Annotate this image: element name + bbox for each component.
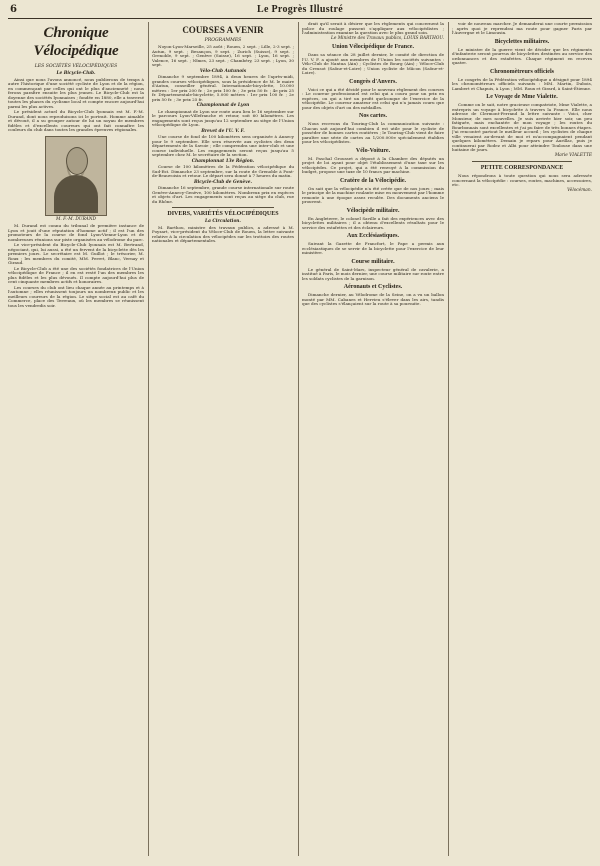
paragraph: Noyon-Lyon-Marseille, 25 août ; Rouen, 2 sept. ; Lille, 2-3 sept. ; Autun, 9 sept. ; Besançon, 9 sept. ; Zurich (Suisse), 9 sept. ; Grenoble, 9 sept. ; Genève (Suisse), 16 sept. ; Lyon, 16 sept. ; Valence, 16 sept. ; Nîmes, 23 sept. ; Chambéry, 23 sept. ; Lyon, 30 sept. (152, 44, 294, 67)
section-title: LES SOCIÉTÉS VÉLOCIPÉDIQUES (34, 64, 118, 69)
paragraph: Dimanche 16 septembre, grande course internationale sur route Genève-Annecy-Genève, 100 kilomètres. Nombreux prix en espèces et objets d'art. Les engagements sont reçus au siège du club, rue du Rhône. (152, 185, 294, 204)
subheading: Chronomètreurs officiels (490, 68, 554, 75)
paragraph: M. Paschal Grousset a déposé à la Chambre des députés un projet de loi ayant pour objet l'établissement d'une taxe sur les vélocipèdes. Ce projet, qui a été renvoyé à la commission du budget, propose une taxe de 10 francs par machine. (302, 155, 444, 174)
paragraph: Comme on le sait, notre gracieuse compatriote, Mme Vialette, a entrepris un voyage à bicyclette à travers la France. Elle nous adresse de Clermont-Ferrand la lettre suivante : Voici, cher Monsieur, de mes nouvelles. Je suis arrivée hier soir, un peu fatiguée, mais enchantée de mon voyage ; les routes du Bourbonnais sont excellentes et j'ai pu faire de très bonnes étapes. J'ai rencontré partout le meilleur accueil ; les cyclistes de chaque ville venaient au-devant de moi et m'accompagnaient pendant quelques kilomètres. Demain je repars pour Aurillac, puis je continuerai par Rodez et Albi pour atteindre Toulouse dans une huitaine de jours. (452, 102, 592, 152)
paragraph: M. Barthou, ministre des travaux publics, a adressé à M. Poyzart, vice-président du Véloce-Club de Rouen, la lettre suivante relative à la circulation des vélocipèdes sur les trottoirs des routes nationales et départementales. (152, 224, 294, 243)
subheading: Aéronauts et Cyclistes. (343, 284, 403, 290)
courses-title: COURSES A VENIR (182, 25, 264, 35)
subheading: Congrès d'Anvers. (349, 78, 397, 85)
paragraph: Suivant la Gazette de Francfort, le Pape a permis aux ecclésiastiques de se servir de la bicyclette pour l'exercice de leur ministère. (302, 241, 444, 255)
programmes-subtitle: PROGRAMMES (204, 38, 242, 43)
subheading: Brevet de l'U. V. F. (201, 128, 245, 134)
subheading: Vélo-Voiture. (355, 147, 391, 154)
paragraph: Ainsi que nous l'avons annoncé, nous publierons de temps à autre l'historique d'une société cycliste de Lyon et de la région, en commençant par celles qui ont le plus d'ancienneté ; nous ferons paraître ensuite les plus jeunes. Le Bicycle-Club est la doyenne des sociétés lyonnaises ; fondée en 1880, elle a traversé toutes les phases du cyclisme local et compte encore aujourd'hui parmi les plus actives. (8, 76, 144, 109)
paragraph: Le Bicycle-Club a été une des sociétés fondatrices de l'Union vélocipédique de France ; il en est resté l'un des membres les plus fidèles et les plus dévoués. Il compte aujourd'hui plus de cent cinquante membres actifs et honoraires. (8, 265, 144, 284)
column-4 (452, 22, 592, 856)
paragraph: Une course de fond de 100 kilomètres sera organisée à Annecy pour le 9 septembre. Elle sera réservée aux cyclistes des deux départements de la Savoie ; elle comprendra une inter-club et une course individuelle. Les engagements seront reçus jusqu'au 5 septembre chez M. le secrétaire de la section. (152, 134, 294, 157)
divider (172, 207, 274, 208)
column-1 (8, 22, 144, 856)
subheading: Nos cartes. (359, 113, 387, 119)
paragraph: Le ministre de la guerre vient de décider que les régiments d'infanterie seront pourvus de bicyclettes destinées au service des ordonnances et des estafettes. Chaque régiment en recevra quatre. (452, 46, 592, 65)
paragraph: voir de nouveau marcher. Je demanderai une courte permission ; après quoi je reprendrai ma route pour gagner Paris par l'Auvergne et le Limousin. (452, 22, 592, 35)
column-2 (152, 22, 294, 856)
portrait-caption: M. F.-M. DURAND (55, 216, 96, 222)
subheading: Le Voyage de Mme Vialette. (486, 94, 558, 100)
subheading: Bicyclettes militaires. (494, 38, 550, 45)
paragraph: Nous recevons du Touring-Club la communication suivante : Chacun sait aujourd'hui combien il est utile pour le cycliste de posséder de bonnes cartes routières ; le Touring-Club vient de faire paraître une série de cartes au 1/200.000e spécialement établies pour les vélocipédistes. (302, 121, 444, 144)
subheading: Bicycle-Club de Genève. (193, 179, 253, 185)
portrait-body (54, 175, 98, 213)
subheading: Vélocipède militaire. (346, 207, 400, 214)
subheading: Championnat 13e Région. (191, 158, 255, 164)
correspondence-title: PETITE CORRESPONDANCE (480, 165, 564, 171)
paragraph: On sait que la vélocipédie n'a été créée que de nos jours ; mais le principe de la machine roulante mise en mouvement par l'homme remonte à une époque assez reculée. Des documents anciens le prouvent. (302, 185, 444, 204)
subheading: Vélo-Club Autunois (199, 68, 247, 74)
column-rule (448, 22, 449, 856)
paragraph: Nous répondrons à toute question qui nous sera adressée concernant la vélocipédie : courses, routes, machines, accessoires, etc. (452, 173, 592, 187)
divider (472, 161, 572, 162)
column-rule (298, 22, 299, 856)
paragraph: M. Durand est connu du tribunal de première instance de Lyon et jouit d'une réputation d'homme actif ; il est l'un des promoteurs de la course de fond Lyon-Vienne-Lyon et de nombreuses réunions sur piste organisées au vélodrome du parc. (8, 223, 144, 242)
masthead: Le Progrès Illustré (256, 4, 344, 15)
subheading: Championnat de Lyon (196, 103, 250, 108)
chronicle-title: Chronique Vélocipédique (33, 25, 119, 59)
portrait-head (66, 147, 88, 175)
subheading: La Circulation. (205, 219, 241, 224)
signature: Le Ministre des Travaux publics, LOUIS BARTHOU. (331, 35, 444, 41)
paragraph: drait qu'il serait à désirer que les règlements qui concernent la police du roulage pussent s'appliquer aux vélocipédistes ; l'administration examine la question avec le plus grand soin. (302, 22, 444, 35)
paragraph: Le vice-président du Bicycle-Club lyonnais est M. Bertrand, négociant, qui, lui aussi, a été un fervent de la bicyclette dès les premiers jours. Le secrétaire est M. Guillot ; le trésorier, M. Roux ; les membres du comité, MM. Perret, Blanc, Vernay et Giraud. (8, 242, 144, 265)
paragraph: Les courses du club ont lieu chaque année au printemps et à l'automne ; elles réunissent toujours un nombreux public et les meilleurs coureurs de la région. Le siège social est au café du Commerce, place des Terreaux, où les membres se réunissent tous les vendredis soir. (8, 284, 144, 308)
page-header (8, 4, 592, 19)
paragraph: Le championnat de Lyon sur route aura lieu le 16 septembre sur le parcours Lyon-Villefranche et retour, soit 60 kilomètres. Les engagements sont reçus jusqu'au 12 septembre au siège de l'Union vélocipédique de Lyon. (152, 108, 294, 127)
paragraph: Course de 100 kilomètres de la Fédération vélocipédique du Sud-Est. Dimanche 23 septembre, sur la route de Grenoble à Pont-de-Beauvoisin et retour. Le départ sera donné à 7 heures du matin. (152, 164, 294, 178)
paragraph: Dimanche dernier, au Vélodrome de la Seine, on a vu un ballon monté par MM. Cabanes et Hervieu s'élever dans les airs, tandis que des cyclistes s'élançaient sur la route à sa poursuite. (302, 292, 444, 306)
paragraph: Le congrès de la Fédération vélocipédique a désigné pour 1894 les chronomètreurs officiels suivants : MM. Martin, Dubois, Lambert et Chapuis, à Lyon ; MM. Roux et Girard, à Saint-Étienne. (452, 76, 592, 91)
paragraph: En Angleterre, le colonel Saville a fait des expériences avec des bicyclettes militaires ; il a obtenu d'excellents résultats pour le service des estafettes et des éclaireurs. (302, 215, 444, 230)
subheading: Course militaire. (351, 258, 395, 265)
paragraph: Le général de Saint-Mars, inspecteur général de cavalerie, a institué à Paris, le mois dernier, une course militaire sur route entre les soldats cyclistes de la garnison. (302, 266, 444, 281)
divers-title: DIVERS, VARIÉTÉS VÉLOCIPÉDIQUES (167, 211, 279, 217)
signature: Marie VIALETTE (554, 152, 592, 158)
subheading: Cratère de la Vélocipédie. (339, 177, 407, 184)
paragraph: Voici ce qui a été décidé pour le nouveau règlement des courses : Le coureur professionnel est celui qui a couru pour un prix en espèces, ou qui a tiré un profit quelconque de l'exercice de la vélocipédie. Le coureur amateur est celui qui n'a jamais couru que pour des objets d'art ou des médailles. (302, 86, 444, 110)
subsection-title: Le Bicycle-Club. (56, 71, 96, 76)
portrait-illustration (45, 136, 107, 216)
subheading: Aux Ecclésiastiques. (346, 233, 399, 239)
column-3 (302, 22, 444, 856)
column-rule (148, 22, 149, 856)
page-number: 6 (10, 4, 17, 15)
paragraph: Le président actuel du Bicycle-Club lyonnais est M. F.-M. Durand, dont nous reproduisons ici le portrait. Homme aimable et dévoué, il a su grouper autour de lui un noyau de membres fidèles et d'excellents coureurs qui ont fait connaître les couleurs du club dans toutes les grandes épreuves régionales. (8, 109, 144, 132)
paragraph: Dimanche 9 septembre 1894, à deux heures de l'après-midi, grandes courses vélocipédiques, sous la présidence de M. le maire d'Autun, conseiller général. Internationale-bicyclette, 10.000 mètres : 1er prix 200 fr. ; 2e prix 100 fr. ; 3e prix 50 fr. ; 4e prix 25 fr. Départementale-bicyclette, 5.000 mètres : 1er prix 100 fr. ; 2e prix 50 fr. ; 3e prix 25 fr. (152, 74, 294, 102)
subheading: Union Vélocipédique de France. (332, 44, 414, 50)
paragraph: Dans sa séance du 28 juillet dernier, le comité de direction de l'U. V. F. a ajouté aux membres de l'Union les sociétés suivantes : Vélo-Club de Nantua (Ain) ; Cyclistes de Bourg (Ain) ; Véloce-Club du Creusot (Saône-et-Loire) ; Union cycliste de Mâcon (Saône-et-Loire). (302, 52, 444, 75)
signature: Vélocéman. (567, 187, 592, 193)
